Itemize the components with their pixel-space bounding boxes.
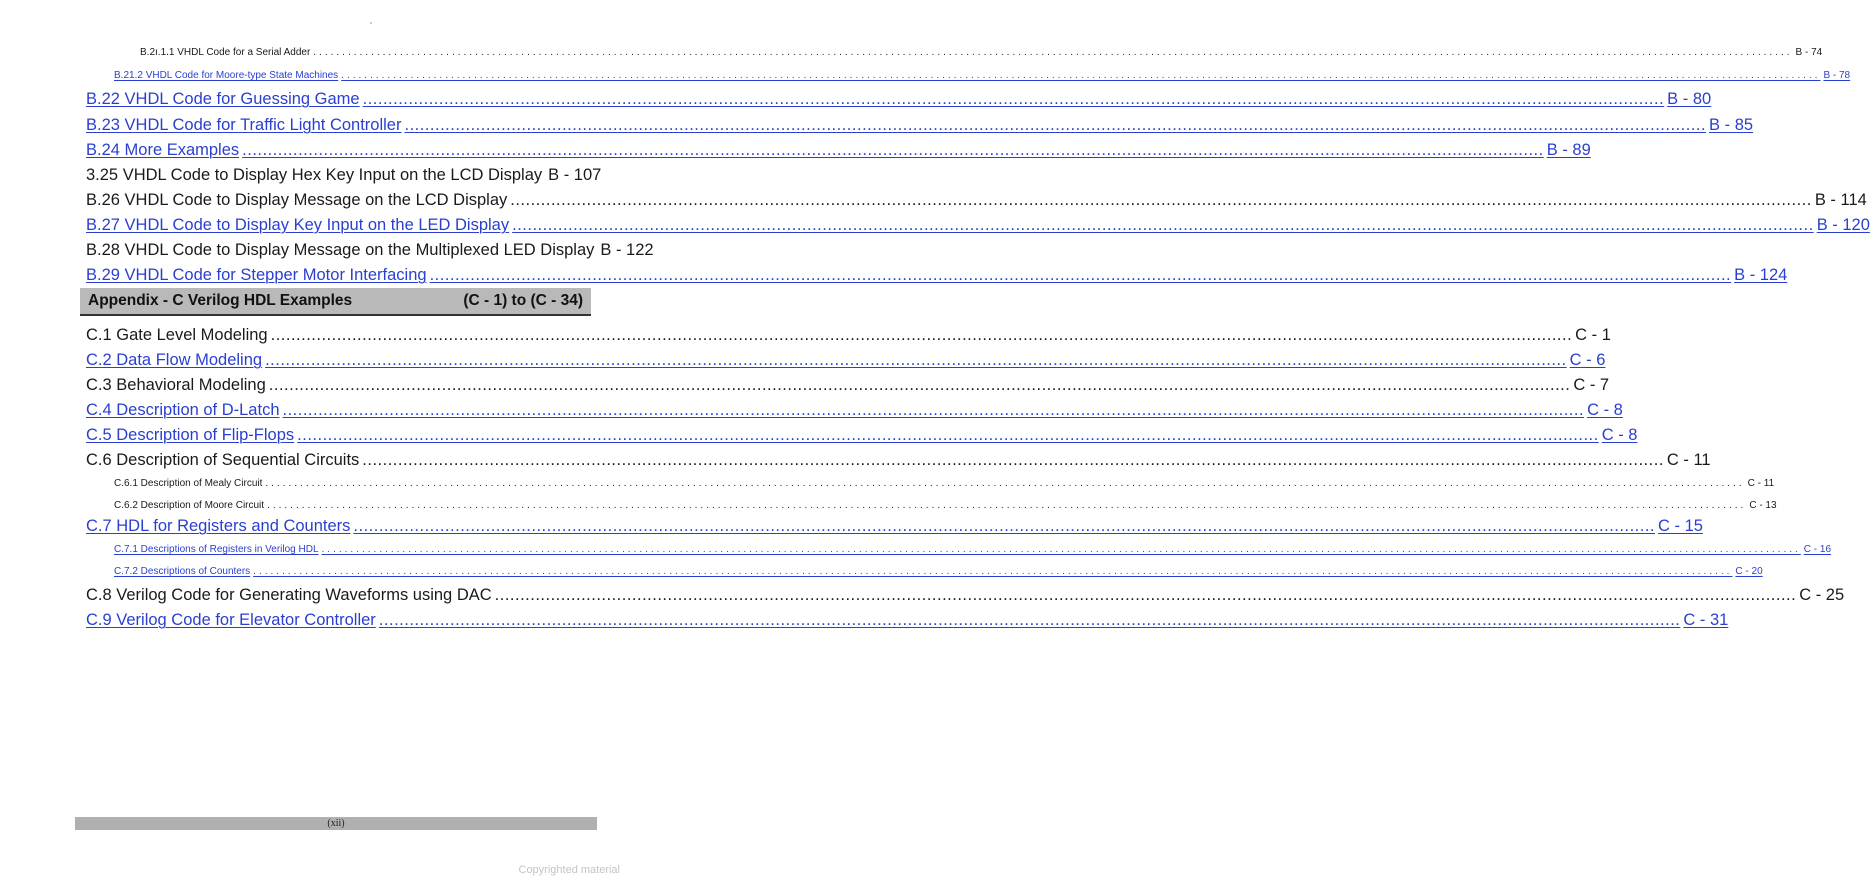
toc-entry-title: C.6.1 Description of Mealy Circuit: [114, 478, 263, 489]
toc-entry-title: 3.25 VHDL Code to Display Hex Key Input on the LCD Display: [86, 166, 543, 184]
toc-entry-page-number: C - 7: [1573, 376, 1610, 394]
toc-entry-3-25: [86, 166, 602, 185]
toc-entry-b-22[interactable]: [86, 90, 1712, 109]
toc-entry-c-6-1: [114, 478, 1775, 489]
toc-entry-page-number: C - 20: [1735, 566, 1763, 577]
toc-entry-page-number: B - 80: [1667, 90, 1712, 108]
toc-entry-page-number: C - 1: [1575, 326, 1611, 344]
toc-leader-dots: [313, 47, 1792, 58]
toc-entry-title: C.7.2 Descriptions of Counters: [114, 566, 251, 577]
toc-entry-title: C.7.1 Descriptions of Registers in Verilog HDL: [114, 544, 319, 555]
toc-leader-dots: [379, 611, 1681, 630]
footer-page-number: (xii): [327, 818, 345, 829]
toc-leader-dots: [267, 500, 1746, 511]
toc-entry-b-26: [86, 191, 1867, 210]
toc-entry-title: B.22 VHDL Code for Guessing Game: [86, 90, 360, 108]
toc-entry-c-2[interactable]: [86, 351, 1606, 370]
toc-entry-b-27[interactable]: [86, 216, 1870, 235]
toc-entry-page-number: B - 78: [1823, 70, 1851, 81]
toc-leader-dots: [283, 401, 1585, 420]
toc-leader-dots: [404, 116, 1706, 135]
toc-leader-dots: [242, 141, 1544, 160]
toc-entry-title: C.3 Behavioral Modeling: [86, 376, 266, 394]
toc-entry-c-7-1[interactable]: [114, 544, 1832, 555]
toc-entry-page-number: C - 8: [1587, 401, 1623, 419]
toc-entry-c-6-2: [114, 500, 1777, 511]
scan-speck: [370, 22, 372, 24]
toc-entry-c-3: [86, 376, 1610, 395]
toc-entry-c-6: [86, 451, 1711, 470]
toc-entry-page-number: C - 13: [1749, 500, 1777, 511]
toc-entry-b-21-2[interactable]: [114, 70, 1851, 81]
toc-entry-title: B.21.2 VHDL Code for Moore-type State Machines: [114, 70, 339, 81]
appendix-c-rule: [80, 314, 591, 316]
toc-entry-title: C.4 Description of D-Latch: [86, 401, 280, 419]
toc-entry-title: B.29 VHDL Code for Stepper Motor Interfacing: [86, 266, 427, 284]
toc-entry-b-29[interactable]: [86, 266, 1788, 285]
toc-entry-page-number: C - 11: [1747, 478, 1775, 489]
toc-entry-title: C.2 Data Flow Modeling: [86, 351, 263, 369]
toc-entry-b-2-1-1: [140, 47, 1823, 58]
toc-leader-dots: [269, 376, 1571, 395]
toc-leader-dots: [253, 566, 1732, 577]
toc-leader-dots: [265, 478, 1744, 489]
toc-entry-c-4[interactable]: [86, 401, 1623, 420]
toc-entry-page-number: B - 122: [600, 241, 654, 259]
toc-entry-title: C.7 HDL for Registers and Counters: [86, 517, 351, 535]
toc-entry-page-number: B - 120: [1816, 216, 1870, 234]
toc-leader-dots: [363, 90, 1665, 109]
toc-leader-dots: [322, 544, 1801, 555]
toc-entry-title: C.6.2 Description of Moore Circuit: [114, 500, 265, 511]
toc-entry-page-number: B - 89: [1546, 141, 1591, 159]
footer-band: [75, 817, 597, 830]
toc-entry-page-number: C - 11: [1666, 451, 1711, 469]
toc-leader-dots: [353, 517, 1655, 536]
toc-entry-title: C.6 Description of Sequential Circuits: [86, 451, 360, 469]
toc-entry-c-9[interactable]: [86, 611, 1729, 630]
toc-entry-title: C.8 Verilog Code for Generating Waveforms using DAC: [86, 586, 492, 604]
toc-entry-c-8: [86, 586, 1845, 605]
toc-entry-page-number: C - 15: [1657, 517, 1703, 535]
toc-entry-b-24[interactable]: [86, 141, 1591, 160]
appendix-c-label: Appendix - C Verilog HDL Examples: [88, 292, 353, 309]
toc-entry-title: B.27 VHDL Code to Display Key Input on the LED Display: [86, 216, 510, 234]
toc-entry-title: C.9 Verilog Code for Elevator Controller: [86, 611, 376, 629]
toc-entry-page-number: B - 107: [548, 166, 602, 184]
toc-leader-dots: [495, 586, 1797, 605]
toc-entry-page-number: C - 31: [1683, 611, 1729, 629]
toc-entry-title: B.28 VHDL Code to Display Message on the Multiplexed LED Display: [86, 241, 595, 259]
toc-entry-page-number: C - 8: [1601, 426, 1638, 444]
toc-leader-dots: [271, 326, 1573, 345]
toc-entry-b-23[interactable]: [86, 116, 1754, 135]
appendix-c-page-range: (C - 1) to (C - 34): [463, 292, 583, 309]
copyright-watermark: Copyrighted material: [518, 864, 620, 876]
toc-entry-page-number: B - 114: [1814, 191, 1867, 209]
toc-entry-page-number: B - 74: [1795, 47, 1823, 58]
toc-entry-title: B.2ı.1.1 VHDL Code for a Serial Adder: [140, 47, 311, 58]
toc-entry-c-5[interactable]: [86, 426, 1638, 445]
toc-leader-dots: [362, 451, 1664, 470]
toc-leader-dots: [512, 216, 1814, 235]
toc-entry-page-number: B - 85: [1709, 116, 1754, 134]
toc-entry-title: C.1 Gate Level Modeling: [86, 326, 268, 344]
toc-leader-dots: [297, 426, 1599, 445]
toc-entry-page-number: C - 25: [1799, 586, 1845, 604]
toc-entry-page-number: C - 6: [1569, 351, 1606, 369]
toc-leader-dots: [265, 351, 1567, 370]
toc-entry-page-number: B - 124: [1734, 266, 1788, 284]
toc-entry-b-28: [86, 241, 654, 260]
toc-entry-c-7-2[interactable]: [114, 566, 1763, 577]
toc-entry-title: B.23 VHDL Code for Traffic Light Controller: [86, 116, 402, 134]
toc-entry-c-1: [86, 326, 1611, 345]
toc-leader-dots: [510, 191, 1812, 210]
toc-entry-c-7[interactable]: [86, 517, 1703, 536]
toc-leader-dots: [341, 70, 1820, 81]
toc-entry-title: B.24 More Examples: [86, 141, 240, 159]
appendix-c-header: [80, 288, 591, 314]
toc-entry-title: C.5 Description of Flip-Flops: [86, 426, 295, 444]
toc-leader-dots: [430, 266, 1732, 285]
toc-entry-page-number: C - 16: [1803, 544, 1832, 555]
toc-entry-title: B.26 VHDL Code to Display Message on the LCD Display: [86, 191, 508, 209]
